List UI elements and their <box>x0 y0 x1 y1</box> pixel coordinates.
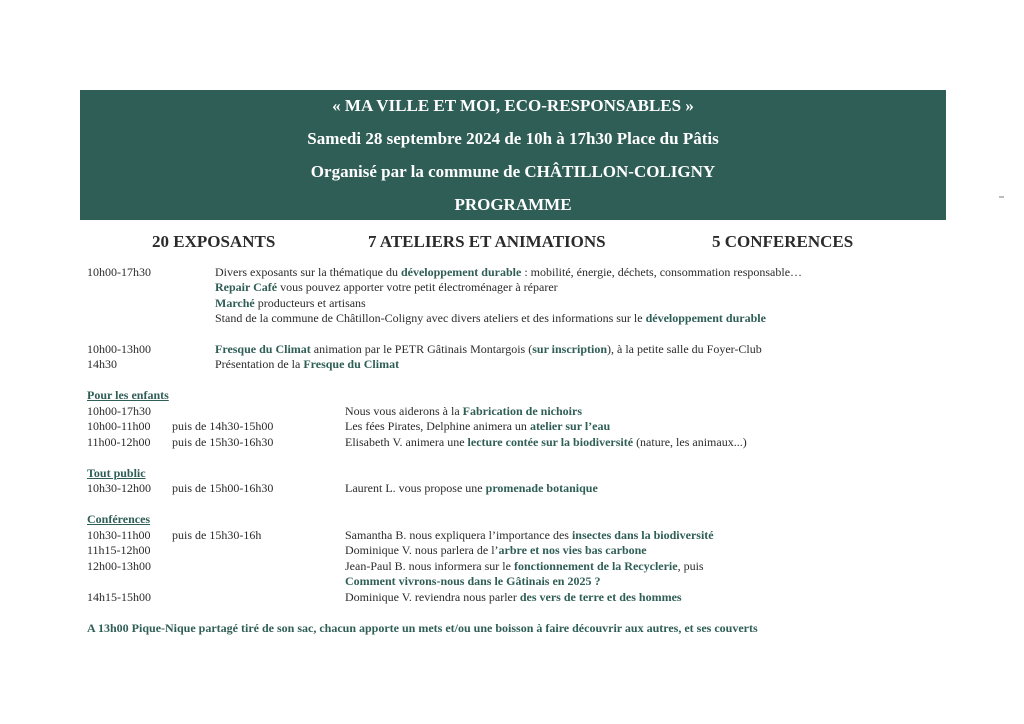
enfants-extra-3: puis de 15h30-16h30 <box>172 435 274 449</box>
enfants-line-2: Les fées Pirates, Delphine animera un atelier sur l’eau <box>345 419 611 433</box>
section-enfants-heading: Pour les enfants <box>87 388 169 402</box>
scan-speck <box>999 196 1004 198</box>
conf-line-3b: Comment vivrons-nous dans le Gâtinais en 2025 ? <box>345 574 601 588</box>
program-time-6: 14h30 <box>87 357 117 371</box>
program-line-3: Marché producteurs et artisans <box>215 296 366 310</box>
conf-line-1: Samantha B. nous expliquera l’importance des insectes dans la biodiversité <box>345 528 714 542</box>
banner-title: « MA VILLE ET MOI, ECO-RESPONSABLES » <box>332 96 694 115</box>
section-conferences-heading: Conférences <box>87 512 151 526</box>
public-time-1: 10h30-12h00 <box>87 481 151 495</box>
banner-programme: PROGRAMME <box>454 195 572 214</box>
program-time-1: 10h00-17h30 <box>87 265 151 279</box>
section-public-heading: Tout public <box>87 466 146 480</box>
program-line-5: Fresque du Climat animation par le PETR Gâtinais Montargois (sur inscription), à la petite salle du Foyer-Club <box>215 342 762 356</box>
conf-line-4: Dominique V. reviendra nous parler des vers de terre et des hommes <box>345 590 682 604</box>
conf-time-3: 12h00-13h00 <box>87 559 151 573</box>
conf-line-2: Dominique V. nous parlera de l’arbre et nos vies bas carbone <box>345 543 647 557</box>
program-line-1: Divers exposants sur la thématique du développement durable : mobilité, énergie, déchets, consommation responsable… <box>215 265 803 279</box>
picnic-note: A 13h00 Pique-Nique partagé tiré de son sac, chacun apporte un mets et/ou une boisson à faire découvrir aux autres, et ses couverts <box>87 621 758 635</box>
conf-line-3: Jean-Paul B. nous informera sur le fonctionnement de la Recyclerie, puis <box>345 559 704 573</box>
program-line-2: Repair Café vous pouvez apporter votre petit électroménager à réparer <box>215 280 558 294</box>
conf-extra-1: puis de 15h30-16h <box>172 528 262 542</box>
title-banner <box>80 90 946 220</box>
program-time-5: 10h00-13h00 <box>87 342 151 356</box>
conf-time-2: 11h15-12h00 <box>87 543 151 557</box>
program-line-6: Présentation de la Fresque du Climat <box>215 357 400 371</box>
stat-exposants: 20 EXPOSANTS <box>152 232 276 251</box>
banner-date: Samedi 28 septembre 2024 de 10h à 17h30 Place du Pâtis <box>307 129 719 148</box>
program-line-4: Stand de la commune de Châtillon-Coligny avec divers ateliers et des informations sur le développement durable <box>215 311 766 325</box>
conf-time-1: 10h30-11h00 <box>87 528 151 542</box>
stat-conferences: 5 CONFERENCES <box>712 232 854 251</box>
enfants-line-3: Elisabeth V. animera une lecture contée sur la biodiversité (nature, les animaux...) <box>345 435 747 449</box>
conf-time-4: 14h15-15h00 <box>87 590 151 604</box>
banner-organizer: Organisé par la commune de CHÂTILLON-COLIGNY <box>310 162 716 181</box>
enfants-line-1: Nous vous aiderons à la Fabrication de nichoirs <box>345 404 582 418</box>
public-extra-1: puis de 15h00-16h30 <box>172 481 274 495</box>
enfants-time-3: 11h00-12h00 <box>87 435 151 449</box>
enfants-extra-2: puis de 14h30-15h00 <box>172 419 274 433</box>
enfants-time-2: 10h00-11h00 <box>87 419 151 433</box>
enfants-time-1: 10h00-17h30 <box>87 404 151 418</box>
public-line-1: Laurent L. vous propose une promenade botanique <box>345 481 598 495</box>
stat-ateliers: 7 ATELIERS ET ANIMATIONS <box>368 232 606 251</box>
